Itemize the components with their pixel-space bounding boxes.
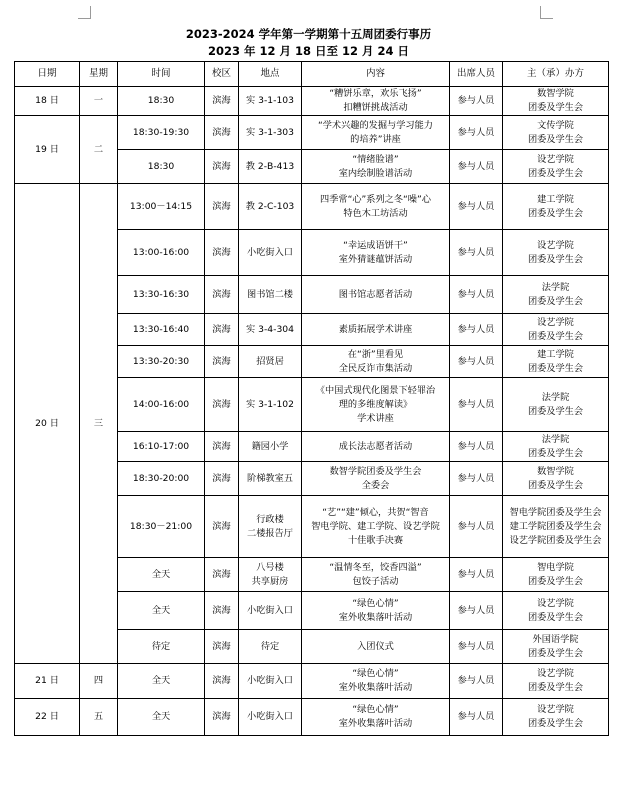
- host-cell-line: 团委及学生会: [527, 575, 584, 587]
- content-cell: [302, 378, 450, 432]
- time-cell-line: 全天: [151, 711, 171, 722]
- host-cell-line: 团委及学生会: [527, 405, 584, 417]
- host-cell: [503, 664, 609, 699]
- host-cell-line: 建工学院: [537, 348, 574, 360]
- host-cell-line: 设艺学院: [537, 316, 574, 328]
- place-cell-line: 小吃街入口: [247, 246, 293, 258]
- content-cell-line: 十佳歌手决赛: [347, 534, 404, 546]
- content-cell-line: “绿色心情”: [352, 668, 399, 679]
- date-cell: 20 日: [15, 184, 80, 664]
- content-cell: [302, 87, 450, 116]
- host-cell: [503, 184, 609, 230]
- content-cell: [302, 150, 450, 184]
- place-cell: [239, 276, 302, 314]
- host-cell-line: 设艺学院: [537, 239, 574, 251]
- content-cell-line: 室外收集落叶活动: [338, 682, 413, 693]
- time-cell: [118, 592, 205, 630]
- host-cell-line: 团委及学生会: [527, 611, 584, 623]
- time-cell: [118, 462, 205, 496]
- content-cell-line: 素质拓展学术讲座: [338, 323, 413, 335]
- header-date: 日期: [15, 62, 80, 87]
- content-cell-line: 室内绘制脸谱活动: [338, 167, 413, 179]
- attendees-cell: 参与人员: [450, 496, 503, 558]
- content-cell-line: “学术兴趣的发掘与学习能力: [317, 119, 433, 131]
- place-cell-line: 待定: [260, 640, 280, 652]
- attendees-cell: 参与人员: [450, 432, 503, 462]
- content-cell-line: 室外收集落叶活动: [338, 611, 413, 623]
- place-cell: [239, 558, 302, 592]
- content-cell-line: 全委会: [361, 479, 390, 491]
- place-cell: [239, 116, 302, 150]
- host-cell: [503, 230, 609, 276]
- host-cell-line: 设艺学院: [537, 704, 574, 715]
- header-attendees: 出席人员: [450, 62, 503, 87]
- host-cell: [503, 699, 609, 736]
- date-cell: 21 日: [15, 664, 80, 699]
- time-cell-line: 13:00-16:00: [132, 246, 190, 258]
- time-cell: [118, 346, 205, 378]
- campus-cell: 滨海: [205, 314, 239, 346]
- content-cell: [302, 592, 450, 630]
- content-cell-line: 室外猜谜蕴饼活动: [338, 253, 413, 265]
- content-cell: [302, 230, 450, 276]
- header-host: 主（承）办方: [503, 62, 609, 87]
- host-cell-line: 智电学院: [537, 561, 574, 573]
- weekday-cell: 二: [80, 116, 118, 184]
- content-cell: [302, 184, 450, 230]
- content-cell-line: 在“浙”里看见: [347, 348, 404, 360]
- host-cell: [503, 314, 609, 346]
- content-cell-line: 成长法志愿者活动: [338, 440, 413, 452]
- content-cell: [302, 462, 450, 496]
- header-time: 时间: [118, 62, 205, 87]
- content-cell-line: 扣糟饼挑战活动: [343, 102, 408, 113]
- content-cell-line: 全民反诈市集活动: [338, 362, 413, 374]
- table-row: [15, 116, 609, 150]
- host-cell-line: 数智学院: [537, 88, 574, 99]
- content-cell-line: 室外收集落叶活动: [338, 718, 413, 729]
- attendees-cell: 参与人员: [450, 462, 503, 496]
- date-cell: 22 日: [15, 699, 80, 736]
- table-header-row: [15, 62, 609, 87]
- host-cell-line: 团委及学生会: [527, 295, 584, 307]
- attendees-cell: 参与人员: [450, 378, 503, 432]
- time-cell-line: 18:30－21:00: [129, 520, 193, 532]
- campus-cell: 滨海: [205, 378, 239, 432]
- attendees-cell: 参与人员: [450, 184, 503, 230]
- host-cell: [503, 150, 609, 184]
- host-cell-line: 团委及学生会: [527, 682, 584, 693]
- place-cell-line: 实 3-4-304: [246, 323, 294, 335]
- attendees-cell: 参与人员: [450, 87, 503, 116]
- host-cell-line: 团委及学生会: [527, 167, 584, 179]
- page-corner-mark-right: [540, 6, 553, 19]
- content-cell: [302, 699, 450, 736]
- time-cell-line: 18:30: [147, 160, 175, 172]
- place-cell: [239, 346, 302, 378]
- campus-cell: 滨海: [205, 630, 239, 664]
- host-cell: [503, 592, 609, 630]
- attendees-cell: 参与人员: [450, 346, 503, 378]
- table-row: [15, 184, 609, 230]
- host-cell-line: 数智学院: [537, 465, 574, 477]
- place-cell-line: 八号楼: [256, 561, 284, 573]
- host-cell-line: 团委及学生会: [527, 479, 584, 491]
- host-cell-line: 设艺学院: [537, 668, 574, 679]
- attendees-cell: 参与人员: [450, 592, 503, 630]
- time-cell: [118, 116, 205, 150]
- time-cell-line: 13:00－14:15: [129, 200, 193, 212]
- time-cell: [118, 496, 205, 558]
- weekday-cell: 三: [80, 184, 118, 664]
- place-cell: [239, 87, 302, 116]
- host-cell-line: 设艺学院: [537, 597, 574, 609]
- place-cell: [239, 150, 302, 184]
- attendees-cell: 参与人员: [450, 699, 503, 736]
- place-cell: [239, 462, 302, 496]
- place-cell-line: 图书馆二楼: [247, 288, 293, 300]
- host-cell-line: 团委及学生会: [527, 647, 584, 659]
- content-cell: [302, 276, 450, 314]
- time-cell-line: 13:30-16:30: [132, 288, 190, 300]
- time-cell: [118, 230, 205, 276]
- campus-cell: 滨海: [205, 230, 239, 276]
- content-cell-line: 四季常“心”系列之冬“噪”心: [320, 193, 431, 205]
- attendees-cell: 参与人员: [450, 314, 503, 346]
- host-cell: [503, 462, 609, 496]
- host-cell-line: 团委及学生会: [527, 102, 584, 113]
- time-cell-line: 全天: [151, 604, 171, 616]
- host-cell-line: 团委及学生会: [527, 253, 584, 265]
- host-cell-line: 设艺学院团委及学生会: [509, 534, 602, 546]
- place-cell: [239, 432, 302, 462]
- place-cell-line: 阶梯教室五: [247, 472, 293, 484]
- weekday-cell: 五: [80, 699, 118, 736]
- time-cell-line: 16:10-17:00: [132, 440, 190, 452]
- content-cell-line: 理的多维度解读》: [338, 398, 413, 410]
- host-cell-line: 智电学院团委及学生会: [509, 506, 602, 518]
- time-cell: [118, 184, 205, 230]
- page-corner-mark-left: [78, 6, 91, 19]
- host-cell: [503, 87, 609, 116]
- host-cell-line: 团委及学生会: [527, 718, 584, 729]
- header-weekday: 星期: [80, 62, 118, 87]
- place-cell: [239, 496, 302, 558]
- host-cell-line: 法学院: [541, 281, 570, 293]
- place-cell-line: 小吃街入口: [247, 675, 293, 686]
- place-cell-line: 籍园小学: [251, 440, 289, 452]
- host-cell: [503, 276, 609, 314]
- content-cell-line: “情绪脸谱”: [352, 153, 399, 165]
- place-cell-line: 行政楼: [256, 513, 284, 525]
- content-cell-line: “幸运成语饼干”: [343, 239, 408, 251]
- content-cell-line: 特色木工坊活动: [343, 207, 408, 219]
- content-cell-line: “艺”“建”倾心，共贺“智音: [322, 506, 429, 518]
- campus-cell: 滨海: [205, 496, 239, 558]
- schedule-body: [15, 87, 609, 736]
- campus-cell: 滨海: [205, 664, 239, 699]
- campus-cell: 滨海: [205, 150, 239, 184]
- time-cell: [118, 558, 205, 592]
- time-cell: [118, 432, 205, 462]
- time-cell: [118, 150, 205, 184]
- host-cell: [503, 346, 609, 378]
- content-cell-line: 学术讲座: [357, 412, 394, 424]
- table-row: [15, 87, 609, 116]
- attendees-cell: 参与人员: [450, 664, 503, 699]
- header-place: 地点: [239, 62, 302, 87]
- host-cell-line: 设艺学院: [537, 153, 574, 165]
- content-cell: [302, 432, 450, 462]
- place-cell-line: 共享厨房: [251, 575, 289, 587]
- campus-cell: 滨海: [205, 462, 239, 496]
- attendees-cell: 参与人员: [450, 558, 503, 592]
- place-cell: [239, 378, 302, 432]
- host-cell-line: 团委及学生会: [527, 330, 584, 342]
- time-cell: [118, 699, 205, 736]
- campus-cell: 滨海: [205, 116, 239, 150]
- date-cell: 18 日: [15, 87, 80, 116]
- time-cell-line: 18:30: [147, 95, 175, 106]
- content-cell-line: “绿色心情”: [352, 704, 399, 715]
- campus-cell: 滨海: [205, 592, 239, 630]
- place-cell: [239, 184, 302, 230]
- time-cell: [118, 630, 205, 664]
- content-cell-line: “糟饼乐章，欢乐飞扬”: [329, 88, 422, 99]
- table-row: [15, 664, 609, 699]
- campus-cell: 滨海: [205, 184, 239, 230]
- host-cell-line: 法学院: [541, 391, 570, 403]
- weekday-cell: 一: [80, 87, 118, 116]
- place-cell: [239, 630, 302, 664]
- attendees-cell: 参与人员: [450, 116, 503, 150]
- content-cell: [302, 664, 450, 699]
- host-cell-line: 建工学院: [537, 193, 574, 205]
- host-cell: [503, 378, 609, 432]
- place-cell-line: 招贤居: [256, 355, 284, 367]
- content-cell: [302, 496, 450, 558]
- time-cell-line: 14:00-16:00: [132, 398, 190, 410]
- time-cell-line: 全天: [151, 675, 171, 686]
- time-cell-line: 18:30-19:30: [132, 126, 190, 138]
- content-cell: [302, 116, 450, 150]
- campus-cell: 滨海: [205, 87, 239, 116]
- time-cell-line: 13:30-16:40: [132, 323, 190, 335]
- time-cell: [118, 276, 205, 314]
- attendees-cell: 参与人员: [450, 276, 503, 314]
- time-cell-line: 待定: [151, 640, 171, 652]
- host-cell-line: 外国语学院: [532, 633, 579, 645]
- content-cell-line: 入团仪式: [357, 640, 394, 652]
- campus-cell: 滨海: [205, 699, 239, 736]
- content-cell-line: 智电学院、建工学院、设艺学院: [311, 520, 440, 532]
- host-cell: [503, 630, 609, 664]
- place-cell-line: 实 3-1-303: [246, 126, 294, 138]
- attendees-cell: 参与人员: [450, 230, 503, 276]
- time-cell-line: 13:30-20:30: [132, 355, 190, 367]
- host-cell-line: 团委及学生会: [527, 133, 584, 145]
- table-row: [15, 699, 609, 736]
- content-cell: [302, 630, 450, 664]
- time-cell-line: 全天: [151, 568, 171, 580]
- place-cell-line: 二楼报告厅: [247, 527, 293, 539]
- content-cell-line: 的培养”讲座: [350, 133, 401, 145]
- host-cell-line: 团委及学生会: [527, 447, 584, 459]
- place-cell: [239, 230, 302, 276]
- time-cell: [118, 378, 205, 432]
- place-cell-line: 教 2-B-413: [245, 160, 295, 172]
- time-cell: [118, 314, 205, 346]
- date-cell: 19 日: [15, 116, 80, 184]
- content-cell-line: 数智学院团委及学生会: [329, 465, 422, 477]
- weekday-cell: 四: [80, 664, 118, 699]
- time-cell: [118, 664, 205, 699]
- host-cell: [503, 558, 609, 592]
- header-content: 内容: [302, 62, 450, 87]
- content-cell-line: 图书馆志愿者活动: [338, 288, 413, 300]
- content-cell: [302, 558, 450, 592]
- host-cell: [503, 432, 609, 462]
- place-cell-line: 实 3-1-103: [246, 95, 294, 106]
- document-title: 2023-2024 学年第一学期第十五周团委行事历: [185, 27, 432, 41]
- content-cell: [302, 346, 450, 378]
- place-cell: [239, 699, 302, 736]
- content-cell-line: 《中国式现代化图景下轻罪治: [315, 384, 436, 396]
- place-cell-line: 教 2-C-103: [245, 200, 295, 212]
- place-cell-line: 小吃街入口: [247, 711, 293, 722]
- host-cell-line: 团委及学生会: [527, 362, 584, 374]
- campus-cell: 滨海: [205, 346, 239, 378]
- content-cell-line: “温情冬至，饺香四溢”: [329, 561, 422, 573]
- attendees-cell: 参与人员: [450, 150, 503, 184]
- document-date-range: 2023 年 12 月 18 日至 12 月 24 日: [207, 44, 410, 58]
- time-cell-line: 18:30-20:00: [132, 472, 190, 484]
- campus-cell: 滨海: [205, 276, 239, 314]
- host-cell-line: 建工学院团委及学生会: [509, 520, 602, 532]
- content-cell-line: 包饺子活动: [352, 575, 399, 587]
- place-cell: [239, 314, 302, 346]
- content-cell-line: “绿色心情”: [352, 597, 399, 609]
- host-cell: [503, 496, 609, 558]
- host-cell-line: 法学院: [541, 433, 570, 445]
- campus-cell: 滨海: [205, 558, 239, 592]
- attendees-cell: 参与人员: [450, 630, 503, 664]
- place-cell-line: 小吃街入口: [247, 604, 293, 616]
- place-cell: [239, 664, 302, 699]
- schedule-table: [14, 61, 609, 736]
- place-cell-line: 实 3-1-102: [246, 398, 294, 410]
- campus-cell: 滨海: [205, 432, 239, 462]
- header-campus: 校区: [205, 62, 239, 87]
- time-cell: [118, 87, 205, 116]
- content-cell: [302, 314, 450, 346]
- place-cell: [239, 592, 302, 630]
- host-cell-line: 团委及学生会: [527, 207, 584, 219]
- host-cell: [503, 116, 609, 150]
- host-cell-line: 文传学院: [537, 119, 574, 131]
